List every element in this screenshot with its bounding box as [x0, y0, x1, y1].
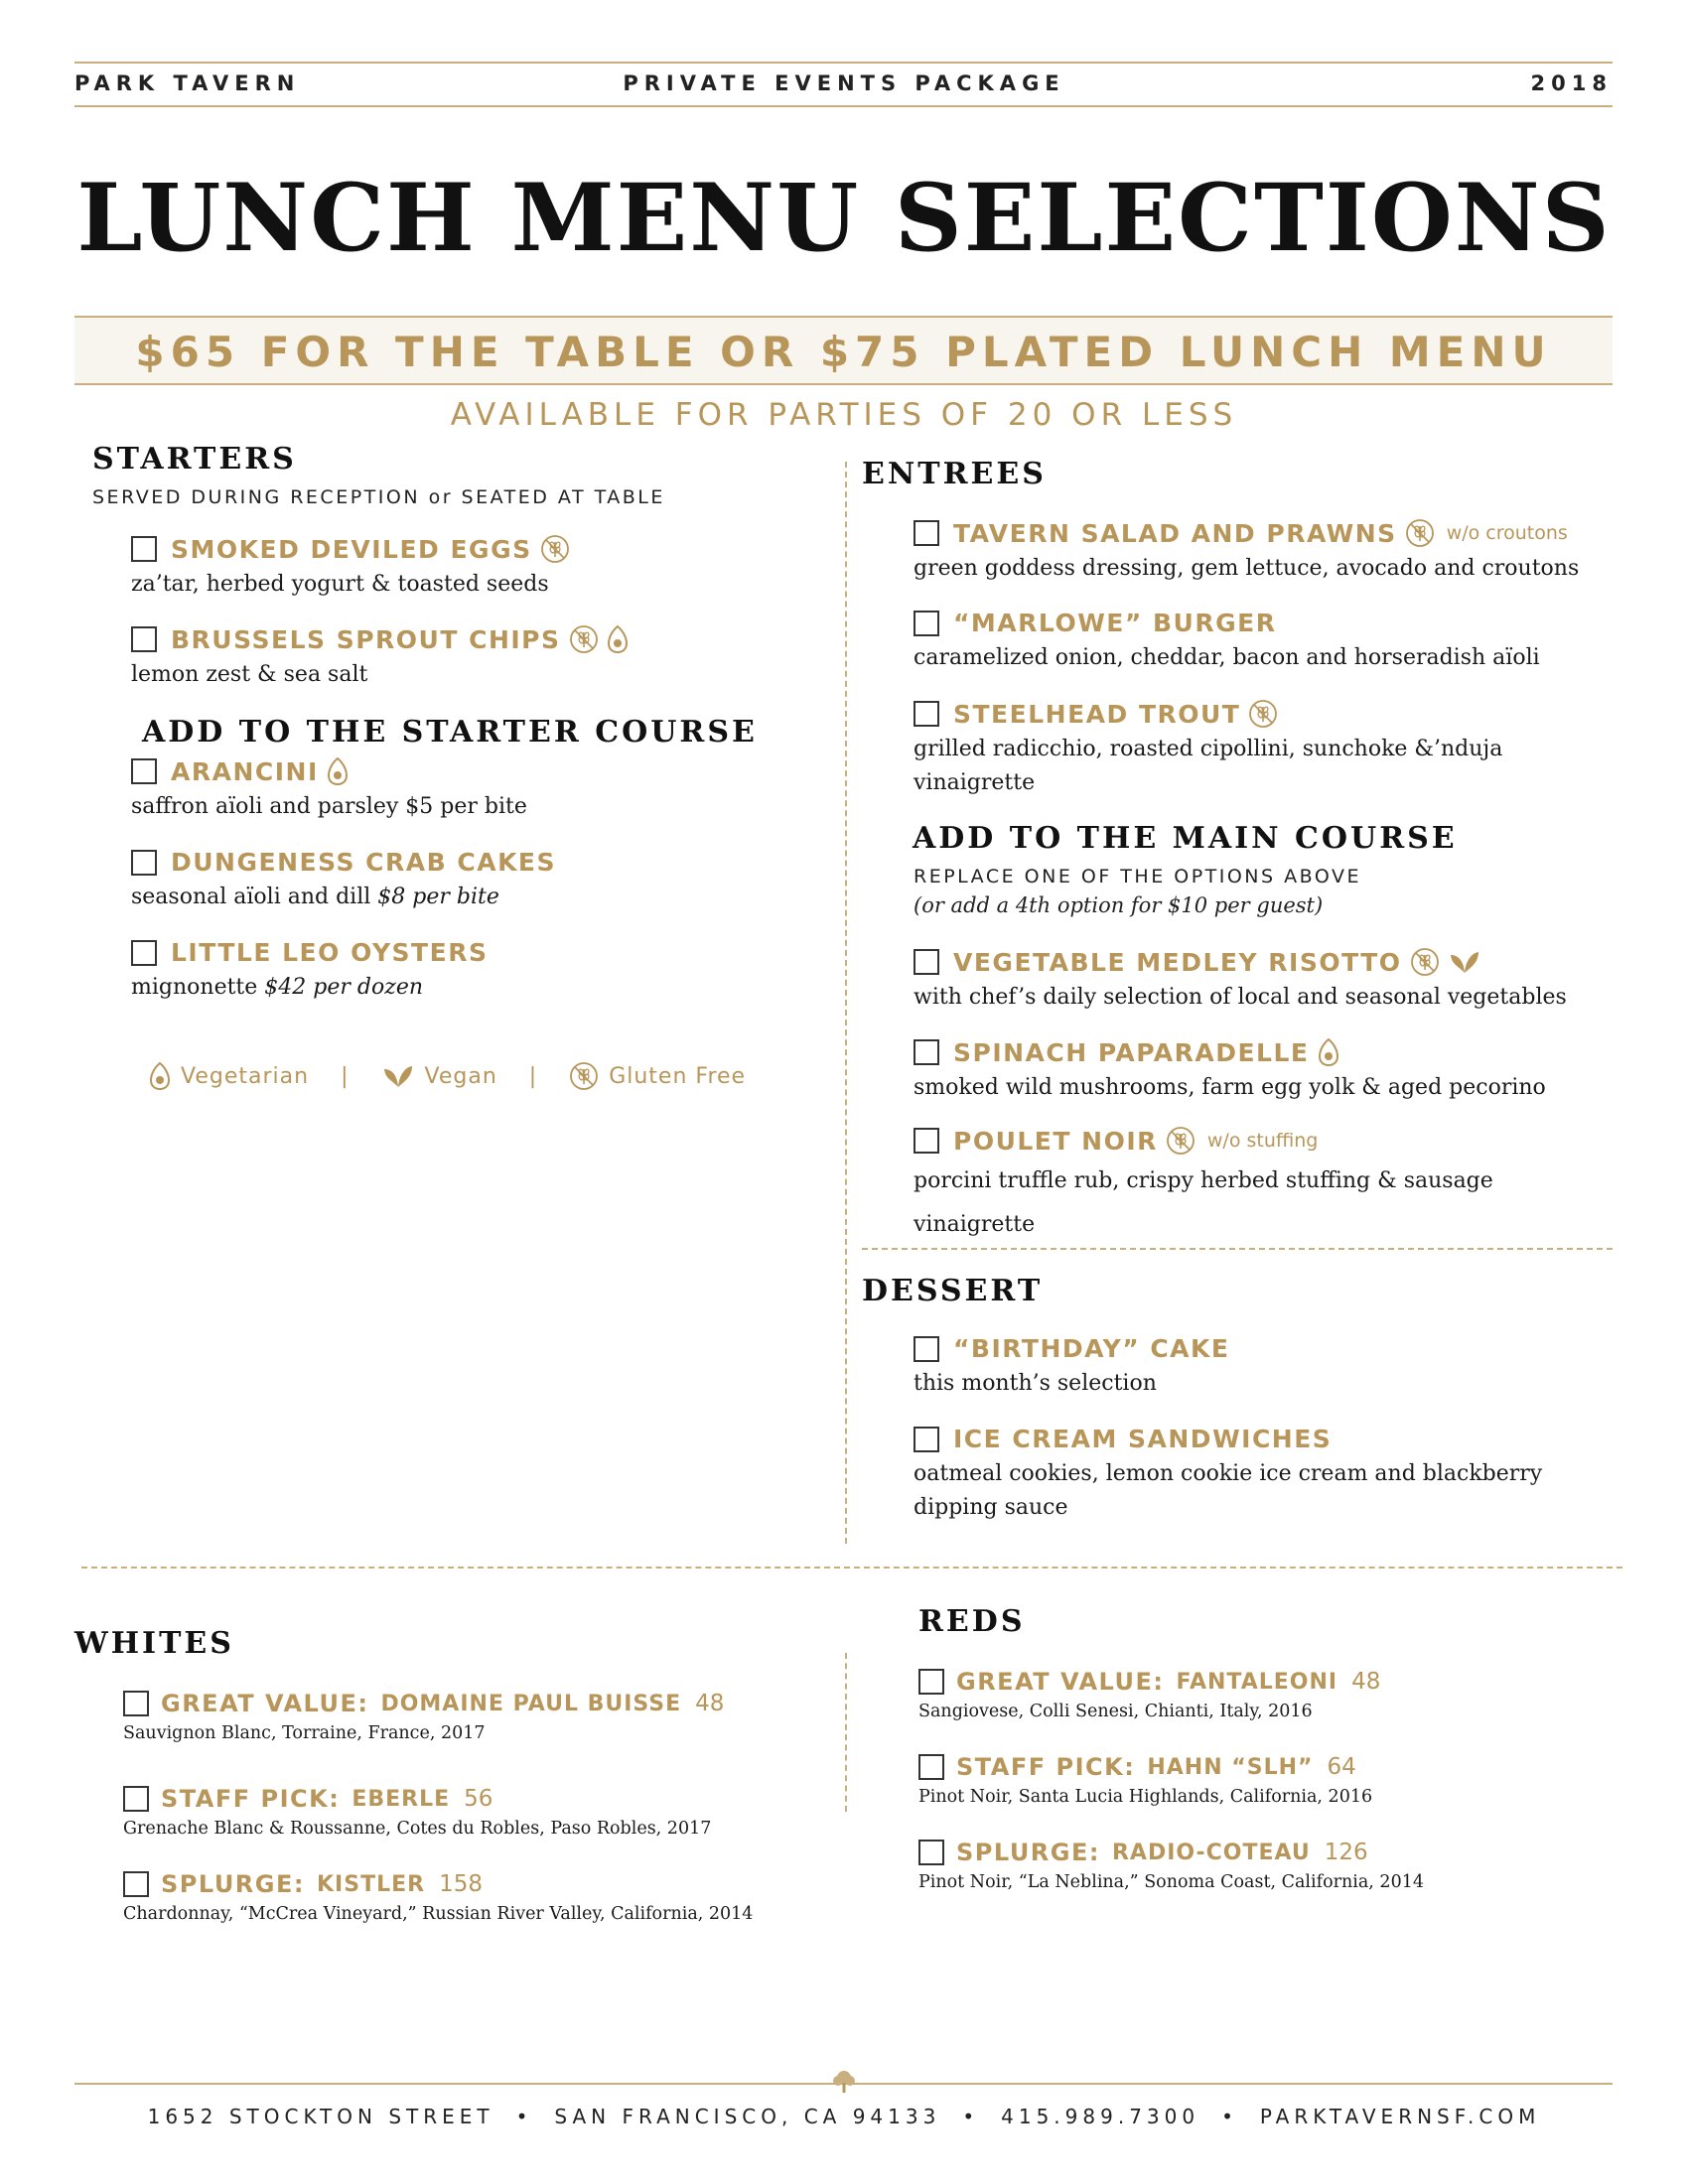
item-name: SMOKED DEVILED EGGS [171, 534, 532, 564]
checkbox[interactable] [131, 536, 157, 562]
wine-name: FANTALEONI [1176, 1669, 1338, 1695]
add-main-heading: ADD TO THE MAIN COURSE [913, 821, 1458, 856]
gluten-free-icon [1410, 947, 1440, 977]
menu-item [914, 609, 1540, 675]
item-description: seasonal aïoli and dill $8 per bite [131, 885, 499, 909]
wine-description: Pinot Noir, “La Neblina,” Sonoma Coast, California, 2014 [918, 1872, 1424, 1892]
menu-item [131, 624, 629, 692]
legend-separator: | [341, 1063, 350, 1089]
item-note: w/o croutons [1446, 522, 1568, 544]
item-description: lemon zest & sea salt [131, 662, 368, 687]
item-description: this month’s selection [914, 1371, 1157, 1396]
wine-price: 64 [1327, 1754, 1356, 1780]
checkbox[interactable] [914, 1128, 939, 1154]
availability-note: AVAILABLE FOR PARTIES OF 20 OR LESS [450, 397, 1238, 433]
checkbox[interactable] [131, 850, 157, 876]
item-description: oatmeal cookies, lemon cookie ice cream and blackberry dipping sauce [914, 1461, 1543, 1520]
wine-item [918, 1753, 1372, 1807]
checkbox[interactable] [123, 1786, 149, 1812]
menu-item [914, 947, 1567, 1015]
menu-item [131, 938, 488, 1005]
item-name: LITTLE LEO OYSTERS [171, 938, 489, 967]
starters-heading: STARTERS [92, 442, 297, 477]
footer-separator: • [515, 2105, 533, 2128]
section-divider [862, 1248, 1613, 1250]
dietary-legend [149, 1061, 746, 1091]
item-price: $42 per dozen [264, 975, 424, 1000]
gluten-free-icon [540, 534, 570, 564]
menu-item [131, 534, 570, 602]
gluten-free-icon [1248, 699, 1278, 729]
checkbox[interactable] [123, 1871, 149, 1897]
footer-contact [0, 2105, 1688, 2128]
menu-item [914, 1037, 1546, 1105]
legend-gluten-free: Gluten Free [609, 1063, 747, 1089]
wine-category: STAFF PICK: [956, 1753, 1136, 1781]
add-main-note: (or add a 4th option for $10 per guest) [914, 893, 1324, 917]
checkbox[interactable] [131, 758, 157, 784]
gluten-free-icon [1166, 1126, 1196, 1156]
item-note: w/o stuffing [1206, 1130, 1319, 1152]
header-year: 2018 [1530, 71, 1613, 95]
menu-item [914, 1126, 1589, 1247]
wine-item [123, 1870, 753, 1924]
legend-separator: | [528, 1063, 538, 1089]
footer-city: SAN FRANCISCO, CA 94133 [554, 2105, 941, 2128]
wine-item [123, 1785, 711, 1839]
wine-price: 56 [464, 1786, 493, 1812]
wine-category: GREAT VALUE: [956, 1668, 1165, 1696]
checkbox[interactable] [914, 701, 939, 727]
checkbox[interactable] [914, 949, 939, 975]
wine-category: GREAT VALUE: [161, 1690, 369, 1717]
checkbox[interactable] [131, 940, 157, 966]
wine-price: 126 [1324, 1840, 1368, 1865]
item-description: green goddess dressing, gem lettuce, avocado and croutons [914, 556, 1580, 581]
wine-divider [81, 1567, 1622, 1569]
item-price: $8 per bite [377, 885, 499, 909]
item-name: VEGETABLE MEDLEY RISOTTO [953, 947, 1402, 977]
menu-item [131, 756, 527, 824]
wine-category: SPLURGE: [161, 1870, 305, 1898]
add-main-subheading: REPLACE ONE OF THE OPTIONS ABOVE [914, 866, 1361, 887]
checkbox[interactable] [914, 520, 939, 546]
vegetarian-icon [327, 756, 349, 786]
menu-item [914, 1334, 1229, 1401]
item-description: mignonette $42 per dozen [131, 975, 424, 1000]
wine-description: Sangiovese, Colli Senesi, Chianti, Italy, 2016 [918, 1702, 1313, 1721]
footer-separator: • [1221, 2105, 1238, 2128]
checkbox[interactable] [131, 626, 157, 652]
checkbox[interactable] [914, 1336, 939, 1362]
item-name: POULET NOIR [953, 1126, 1158, 1156]
gluten-free-icon [569, 624, 599, 654]
tree-logo-icon [830, 2069, 858, 2099]
wine-column-divider [845, 1653, 847, 1812]
footer-address: 1652 STOCKTON STREET [147, 2105, 494, 2128]
wine-name: EBERLE [352, 1786, 451, 1812]
header-rule-bottom [74, 105, 1613, 107]
wine-description: Sauvignon Blanc, Torraine, France, 2017 [123, 1723, 486, 1743]
item-name: TAVERN SALAD AND PRAWNS [953, 518, 1397, 548]
entrees-heading: ENTREES [862, 457, 1047, 491]
item-description: with chef’s daily selection of local and seasonal vegetables [914, 985, 1567, 1010]
page-title: LUNCH MENU SELECTIONS [76, 164, 1612, 273]
wine-description: Grenache Blanc & Roussanne, Cotes du Robles, Paso Robles, 2017 [123, 1819, 712, 1839]
checkbox[interactable] [918, 1840, 944, 1865]
item-name: “BIRTHDAY” CAKE [953, 1334, 1230, 1363]
gluten-free-icon [1405, 518, 1435, 548]
wine-category: SPLURGE: [956, 1839, 1100, 1866]
vegetarian-icon [607, 624, 629, 654]
wine-price: 48 [1351, 1669, 1381, 1695]
whites-heading: WHITES [74, 1626, 234, 1661]
gluten-free-icon [569, 1061, 599, 1091]
column-divider [845, 462, 847, 1544]
starters-subheading: SERVED DURING RECEPTION or SEATED AT TABLE [92, 486, 665, 508]
menu-item [131, 848, 556, 914]
header-package-title: PRIVATE EVENTS PACKAGE [623, 71, 1065, 95]
item-name: ARANCINI [171, 756, 319, 786]
item-description: za’tar, herbed yogurt & toasted seeds [131, 572, 549, 597]
item-name: BRUSSELS SPROUT CHIPS [171, 624, 561, 654]
item-description: grilled radicchio, roasted cipollini, sunchoke &’nduja vinaigrette [914, 737, 1503, 795]
menu-item [914, 518, 1579, 586]
vegan-icon [1448, 949, 1481, 975]
wine-name: DOMAINE PAUL BUISSE [380, 1691, 682, 1716]
legend-vegetarian: Vegetarian [181, 1063, 310, 1089]
wine-item [918, 1839, 1424, 1892]
vegan-icon [381, 1063, 415, 1089]
footer-website[interactable]: PARKTAVERNSF.COM [1259, 2105, 1541, 2128]
checkbox[interactable] [914, 1427, 939, 1452]
item-name: ICE CREAM SANDWICHES [953, 1425, 1333, 1453]
item-description: caramelized onion, cheddar, bacon and horseradish aïoli [914, 645, 1540, 670]
menu-item [914, 699, 1609, 800]
reds-heading: REDS [918, 1604, 1026, 1639]
checkbox[interactable] [918, 1754, 944, 1780]
wine-category: STAFF PICK: [161, 1785, 341, 1813]
wine-item [123, 1690, 724, 1743]
dessert-heading: DESSERT [862, 1274, 1044, 1308]
item-name: SPINACH PAPARADELLE [953, 1037, 1310, 1067]
wine-price: 158 [439, 1871, 483, 1897]
legend-vegan: Vegan [424, 1063, 497, 1089]
wine-name: RADIO-COTEAU [1111, 1840, 1311, 1865]
checkbox[interactable] [914, 611, 939, 636]
wine-name: HAHN “SLH” [1147, 1754, 1314, 1780]
header-restaurant-name: PARK TAVERN [74, 71, 301, 95]
price-banner: $65 FOR THE TABLE OR $75 PLATED LUNCH MENU [135, 328, 1552, 376]
vegetarian-icon [149, 1061, 171, 1091]
add-starter-heading: ADD TO THE STARTER COURSE [142, 715, 758, 750]
vegetarian-icon [1318, 1037, 1339, 1067]
item-name: STEELHEAD TROUT [953, 699, 1241, 729]
wine-item [918, 1668, 1380, 1721]
item-description: smoked wild mushrooms, farm egg yolk & aged pecorino [914, 1075, 1546, 1100]
checkbox[interactable] [123, 1691, 149, 1716]
wine-price: 48 [695, 1691, 725, 1716]
wine-name: KISTLER [316, 1871, 426, 1897]
item-description: saffron aïoli and parsley $5 per bite [131, 794, 527, 819]
wine-description: Chardonnay, “McCrea Vineyard,” Russian River Valley, California, 2014 [123, 1904, 754, 1924]
footer-phone[interactable]: 415.989.7300 [1001, 2105, 1200, 2128]
footer-separator: • [962, 2105, 980, 2128]
checkbox[interactable] [918, 1669, 944, 1695]
item-description: porcini truffle rub, crispy herbed stuffing & sausage vinaigrette [914, 1168, 1493, 1237]
checkbox[interactable] [914, 1039, 939, 1065]
wine-description: Pinot Noir, Santa Lucia Highlands, California, 2016 [918, 1787, 1373, 1807]
menu-item [914, 1425, 1589, 1525]
header-rule [74, 62, 1613, 64]
item-name: DUNGENESS CRAB CAKES [171, 848, 557, 877]
item-name: “MARLOWE” BURGER [953, 609, 1277, 637]
